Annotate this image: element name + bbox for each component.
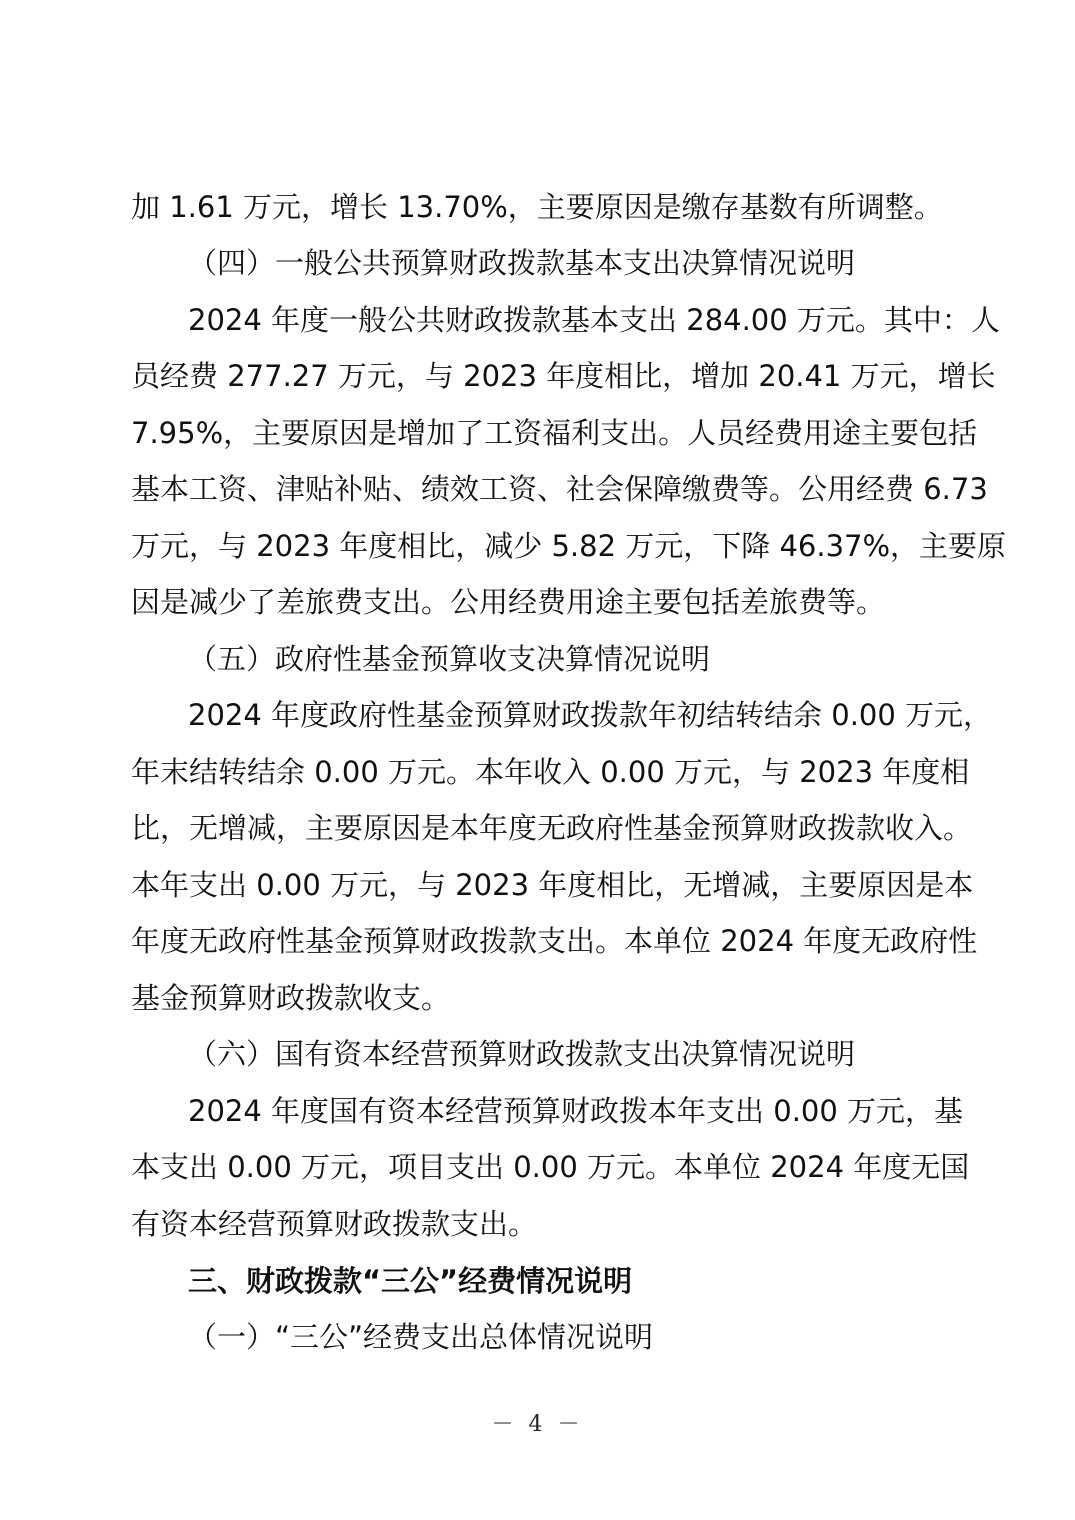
text-line: 有资本经营预算财政拨款支出。 bbox=[131, 1207, 538, 1241]
text-line: 因是减少了差旅费支出。公用经费用途主要包括差旅费等。 bbox=[131, 585, 886, 619]
text-line: 万元，与 2023 年度相比，减少 5.82 万元，下降 46.37%，主要原 bbox=[131, 529, 1007, 563]
text-line: 7.95%，主要原因是增加了工资福利支出。人员经费用途主要包括 bbox=[131, 416, 978, 450]
page-number: － 4 － bbox=[491, 1412, 584, 1437]
text-line: 本年支出 0.00 万元，与 2023 年度相比，无增减，主要原因是本 bbox=[131, 868, 974, 902]
text-line: 年末结转结余 0.00 万元。本年收入 0.00 万元，与 2023 年度相 bbox=[131, 755, 970, 789]
section-heading: （一）“三公”经费支出总体情况说明 bbox=[188, 1320, 654, 1354]
text-line: 比，无增减，主要原因是本年度无政府性基金预算财政拨款收入。 bbox=[131, 811, 973, 845]
text-line: 基本工资、津贴补贴、绩效工资、社会保障缴费等。公用经费 6.73 bbox=[131, 472, 988, 506]
text-line: 年度无政府性基金预算财政拨款支出。本单位 2024 年度无政府性 bbox=[131, 924, 978, 958]
section-heading: （五）政府性基金预算收支决算情况说明 bbox=[188, 642, 711, 676]
section-heading: （四）一般公共预算财政拨款基本支出决算情况说明 bbox=[188, 246, 856, 280]
section-heading: （六）国有资本经营预算财政拨款支出决算情况说明 bbox=[188, 1037, 856, 1071]
text-line: 员经费 277.27 万元，与 2023 年度相比，增加 20.41 万元，增长 bbox=[131, 359, 996, 393]
text-line: 基金预算财政拨款收支。 bbox=[131, 981, 451, 1015]
text-line: 加 1.61 万元，增长 13.70%，主要原因是缴存基数有所调整。 bbox=[131, 190, 943, 224]
text-line: 本支出 0.00 万元，项目支出 0.00 万元。本单位 2024 年度无国 bbox=[131, 1150, 970, 1184]
text-line: 2024 年度政府性基金预算财政拨款年初结转结余 0.00 万元， bbox=[188, 698, 993, 732]
text-line: 2024 年度一般公共财政拨款基本支出 284.00 万元。其中：人 bbox=[188, 303, 1000, 337]
chapter-heading: 三、财政拨款“三公”经费情况说明 bbox=[188, 1264, 633, 1298]
text-line: 2024 年度国有资本经营预算财政拨本年支出 0.00 万元，基 bbox=[188, 1094, 964, 1128]
